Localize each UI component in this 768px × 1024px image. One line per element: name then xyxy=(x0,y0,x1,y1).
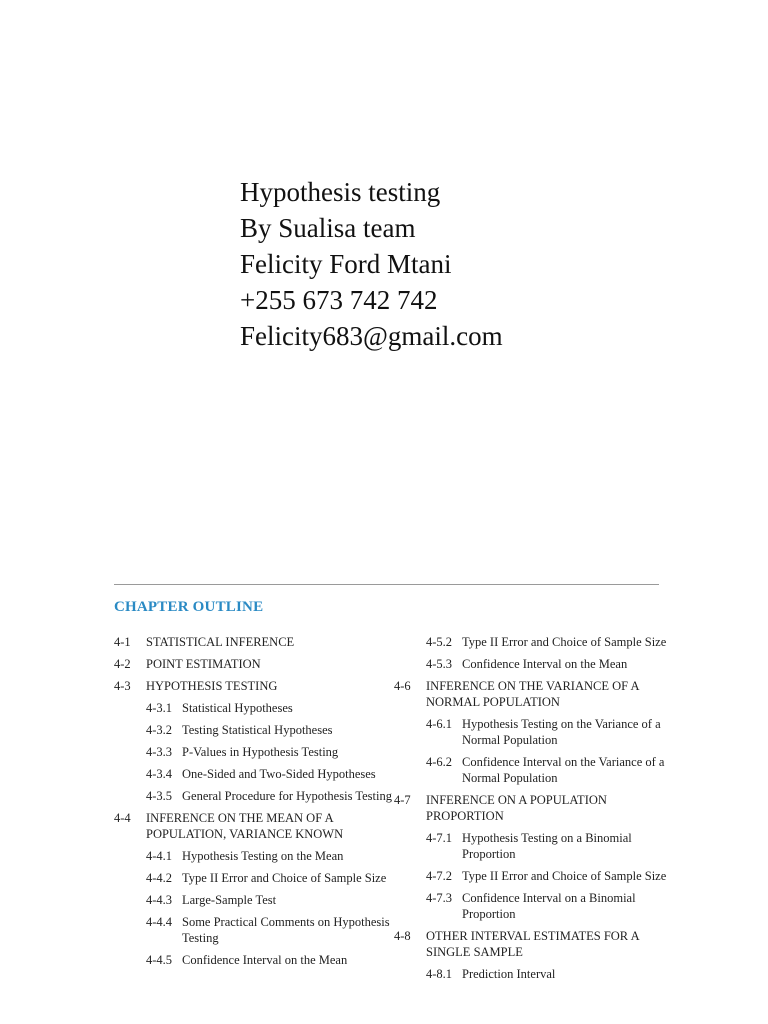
outline-number: 4-4.4 xyxy=(146,915,173,929)
outline-subsection xyxy=(114,914,394,946)
outline-subsection xyxy=(114,700,394,716)
outline-number: 4-3.1 xyxy=(146,701,173,715)
author-phone: +255 673 742 742 xyxy=(240,285,438,315)
outline-number: 4-7.3 xyxy=(426,891,453,905)
outline-number: 4-6 xyxy=(394,679,411,693)
outline-number: 4-5.2 xyxy=(426,635,453,649)
outline-label: Some Practical Comments on Hypothesis Testing xyxy=(182,915,390,945)
outline-label: HYPOTHESIS TESTING xyxy=(146,679,278,693)
outline-subsection xyxy=(394,890,684,922)
outline-section xyxy=(114,810,394,842)
outline-number: 4-3.4 xyxy=(146,767,173,781)
outline-subsection xyxy=(394,830,684,862)
outline-subsection xyxy=(114,744,394,760)
outline-number: 4-7 xyxy=(394,793,411,807)
author-team: By Sualisa team xyxy=(240,213,416,243)
outline-number: 4-4.5 xyxy=(146,953,173,967)
outline-label: Hypothesis Testing on the Variance of a Normal Population xyxy=(462,717,661,747)
outline-subsection xyxy=(394,656,684,672)
outline-label: Large-Sample Test xyxy=(182,893,277,907)
outline-subsection xyxy=(114,848,394,864)
outline-number: 4-4.1 xyxy=(146,849,173,863)
outline-right-column xyxy=(394,634,684,988)
outline-subsection xyxy=(394,966,684,982)
outline-label: INFERENCE ON A POPULATION PROPORTION xyxy=(426,793,607,823)
outline-label: Type II Error and Choice of Sample Size xyxy=(182,871,387,885)
author-name: Felicity Ford Mtani xyxy=(240,249,452,279)
outline-label: INFERENCE ON THE VARIANCE OF A NORMAL POPULATION xyxy=(426,679,639,709)
outline-number: 4-3 xyxy=(114,679,131,693)
outline-section xyxy=(114,678,394,694)
outline-number: 4-5.3 xyxy=(426,657,453,671)
outline-number: 4-4.2 xyxy=(146,871,173,885)
outline-number: 4-4 xyxy=(114,811,131,825)
author-email: Felicity683@gmail.com xyxy=(240,321,503,351)
outline-label: One-Sided and Two-Sided Hypotheses xyxy=(182,767,376,781)
outline-subsection xyxy=(114,952,394,968)
outline-label: Confidence Interval on the Mean xyxy=(182,953,348,967)
outline-subsection xyxy=(114,892,394,908)
title-block xyxy=(240,174,503,354)
document-title: Hypothesis testing xyxy=(240,177,441,207)
outline-section xyxy=(394,792,684,824)
outline-section xyxy=(394,678,684,710)
outline-label: Type II Error and Choice of Sample Size xyxy=(462,869,667,883)
outline-label: Hypothesis Testing on a Binomial Proportion xyxy=(462,831,632,861)
outline-label: Hypothesis Testing on the Mean xyxy=(182,849,344,863)
outline-left-column xyxy=(114,634,394,974)
outline-label: P-Values in Hypothesis Testing xyxy=(182,745,339,759)
outline-label: Confidence Interval on a Binomial Proportion xyxy=(462,891,636,921)
outline-number: 4-8.1 xyxy=(426,967,453,981)
outline-section xyxy=(114,634,394,650)
outline-label: Statistical Hypotheses xyxy=(182,701,293,715)
outline-subsection xyxy=(394,634,684,650)
outline-subsection xyxy=(114,788,394,804)
outline-subsection xyxy=(394,716,684,748)
outline-label: Confidence Interval on the Mean xyxy=(462,657,628,671)
outline-label: Testing Statistical Hypotheses xyxy=(182,723,333,737)
outline-subsection xyxy=(114,870,394,886)
outline-subsection xyxy=(114,766,394,782)
outline-label: Prediction Interval xyxy=(462,967,556,981)
outline-label: OTHER INTERVAL ESTIMATES FOR A SINGLE SAMPLE xyxy=(426,929,639,959)
outline-number: 4-6.2 xyxy=(426,755,453,769)
outline-number: 4-2 xyxy=(114,657,131,671)
outline-subsection xyxy=(394,868,684,884)
outline-number: 4-6.1 xyxy=(426,717,453,731)
outline-number: 4-7.1 xyxy=(426,831,453,845)
outline-number: 4-3.5 xyxy=(146,789,173,803)
outline-label: STATISTICAL INFERENCE xyxy=(146,635,295,649)
outline-section xyxy=(114,656,394,672)
outline-label: General Procedure for Hypothesis Testing xyxy=(182,789,392,803)
outline-number: 4-7.2 xyxy=(426,869,453,883)
outline-label: Confidence Interval on the Variance of a Normal Population xyxy=(462,755,665,785)
outline-label: Type II Error and Choice of Sample Size xyxy=(462,635,667,649)
outline-label: INFERENCE ON THE MEAN OF A POPULATION, VARIANCE KNOWN xyxy=(146,811,344,841)
chapter-outline-heading: CHAPTER OUTLINE xyxy=(114,599,264,615)
outline-number: 4-8 xyxy=(394,929,411,943)
outline-subsection xyxy=(394,754,684,786)
outline-number: 4-4.3 xyxy=(146,893,173,907)
outline-number: 4-1 xyxy=(114,635,131,649)
outline-section xyxy=(394,928,684,960)
outline-subsection xyxy=(114,722,394,738)
section-divider xyxy=(114,584,659,585)
outline-number: 4-3.2 xyxy=(146,723,173,737)
outline-label: POINT ESTIMATION xyxy=(146,657,261,671)
outline-number: 4-3.3 xyxy=(146,745,173,759)
